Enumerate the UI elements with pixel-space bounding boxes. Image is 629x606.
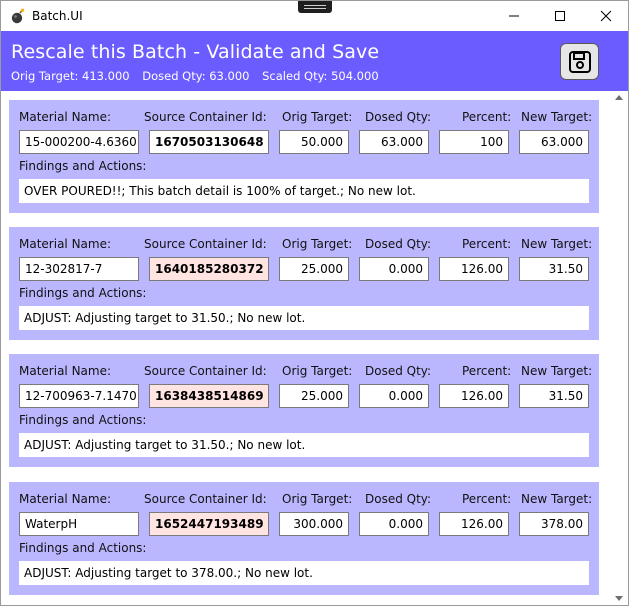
- findings-text: ADJUST: Adjusting target to 378.00.; No new lot.: [19, 561, 589, 585]
- save-button[interactable]: [560, 43, 599, 80]
- vertical-scrollbar[interactable]: [611, 91, 628, 605]
- percent-label: Percent:: [462, 237, 512, 251]
- source-container-field[interactable]: 1640185280372: [149, 257, 269, 281]
- maximize-icon: [554, 10, 566, 22]
- source-container-field[interactable]: 1638438514869: [149, 384, 269, 408]
- dosed-qty-field[interactable]: 63.000: [359, 130, 429, 154]
- material-name-label: Material Name:: [19, 364, 112, 378]
- maximize-button[interactable]: [537, 1, 583, 31]
- orig-target-field[interactable]: 25.000: [279, 384, 349, 408]
- orig-target-label: Orig Target:: [282, 237, 353, 251]
- findings-text: ADJUST: Adjusting target to 31.50.; No new lot.: [19, 433, 589, 457]
- scroll-up-arrow-icon[interactable]: [615, 95, 623, 100]
- orig-target-summary: Orig Target: 413.000: [11, 69, 130, 83]
- dosed-qty-label: Dosed Qty:: [365, 364, 432, 378]
- batch-detail-card: [9, 482, 599, 595]
- source-container-label: Source Container Id:: [144, 110, 267, 124]
- percent-label: Percent:: [462, 492, 512, 506]
- dosed-qty-summary: Dosed Qty: 63.000: [142, 69, 250, 83]
- percent-field[interactable]: 126.00: [439, 257, 509, 281]
- batch-details-list[interactable]: [1, 91, 611, 605]
- material-name-field[interactable]: 15-000200-4.6360: [19, 130, 139, 154]
- new-target-field[interactable]: 31.50: [519, 384, 589, 408]
- percent-label: Percent:: [462, 364, 512, 378]
- dosed-qty-label: Dosed Qty:: [365, 237, 432, 251]
- new-target-label: New Target:: [521, 237, 593, 251]
- orig-target-field[interactable]: 300.000: [279, 512, 349, 536]
- dosed-qty-field[interactable]: 0.000: [359, 257, 429, 281]
- new-target-field[interactable]: 63.000: [519, 130, 589, 154]
- findings-label: Findings and Actions:: [19, 541, 147, 555]
- app-bomb-icon: [10, 8, 26, 24]
- orig-target-field[interactable]: 50.000: [279, 130, 349, 154]
- new-target-label: New Target:: [521, 110, 593, 124]
- floppy-disk-icon: [568, 50, 592, 74]
- minimize-button[interactable]: [491, 1, 537, 31]
- findings-label: Findings and Actions:: [19, 413, 147, 427]
- dosed-qty-field[interactable]: 0.000: [359, 384, 429, 408]
- material-name-label: Material Name:: [19, 237, 112, 251]
- batch-summary: [11, 69, 388, 83]
- orig-target-label: Orig Target:: [282, 110, 353, 124]
- drag-grip-handle[interactable]: [298, 1, 332, 13]
- findings-label: Findings and Actions:: [19, 159, 147, 173]
- scroll-down-arrow-icon[interactable]: [615, 596, 623, 601]
- source-container-field[interactable]: 1652447193489: [149, 512, 269, 536]
- window-title: Batch.UI: [32, 9, 83, 23]
- source-container-field[interactable]: 1670503130648: [149, 130, 269, 154]
- findings-text: ADJUST: Adjusting target to 31.50.; No new lot.: [19, 306, 589, 330]
- findings-label: Findings and Actions:: [19, 286, 147, 300]
- minimize-icon: [508, 10, 520, 22]
- new-target-label: New Target:: [521, 364, 593, 378]
- orig-target-label: Orig Target:: [282, 492, 353, 506]
- new-target-field[interactable]: 378.00: [519, 512, 589, 536]
- orig-target-field[interactable]: 25.000: [279, 257, 349, 281]
- source-container-label: Source Container Id:: [144, 364, 267, 378]
- material-name-field[interactable]: WaterpH: [19, 512, 139, 536]
- new-target-field[interactable]: 31.50: [519, 257, 589, 281]
- dosed-qty-label: Dosed Qty:: [365, 110, 432, 124]
- title-bar[interactable]: [1, 1, 628, 31]
- material-name-field[interactable]: 12-700963-7.1470: [19, 384, 139, 408]
- material-name-field[interactable]: 12-302817-7: [19, 257, 139, 281]
- scaled-qty-summary: Scaled Qty: 504.000: [262, 69, 379, 83]
- batch-detail-card: [9, 100, 599, 213]
- batch-header: [1, 31, 628, 91]
- percent-label: Percent:: [462, 110, 512, 124]
- new-target-label: New Target:: [521, 492, 593, 506]
- close-button[interactable]: [583, 1, 629, 31]
- percent-field[interactable]: 126.00: [439, 512, 509, 536]
- page-title: Rescale this Batch - Validate and Save: [11, 41, 380, 63]
- batch-detail-card: [9, 227, 599, 340]
- close-icon: [600, 10, 612, 22]
- orig-target-label: Orig Target:: [282, 364, 353, 378]
- material-name-label: Material Name:: [19, 492, 112, 506]
- source-container-label: Source Container Id:: [144, 492, 267, 506]
- findings-text: OVER POURED!!; This batch detail is 100% of target.; No new lot.: [19, 179, 589, 203]
- batch-detail-card: [9, 354, 599, 467]
- percent-field[interactable]: 100: [439, 130, 509, 154]
- percent-field[interactable]: 126.00: [439, 384, 509, 408]
- dosed-qty-field[interactable]: 0.000: [359, 512, 429, 536]
- source-container-label: Source Container Id:: [144, 237, 267, 251]
- dosed-qty-label: Dosed Qty:: [365, 492, 432, 506]
- material-name-label: Material Name:: [19, 110, 112, 124]
